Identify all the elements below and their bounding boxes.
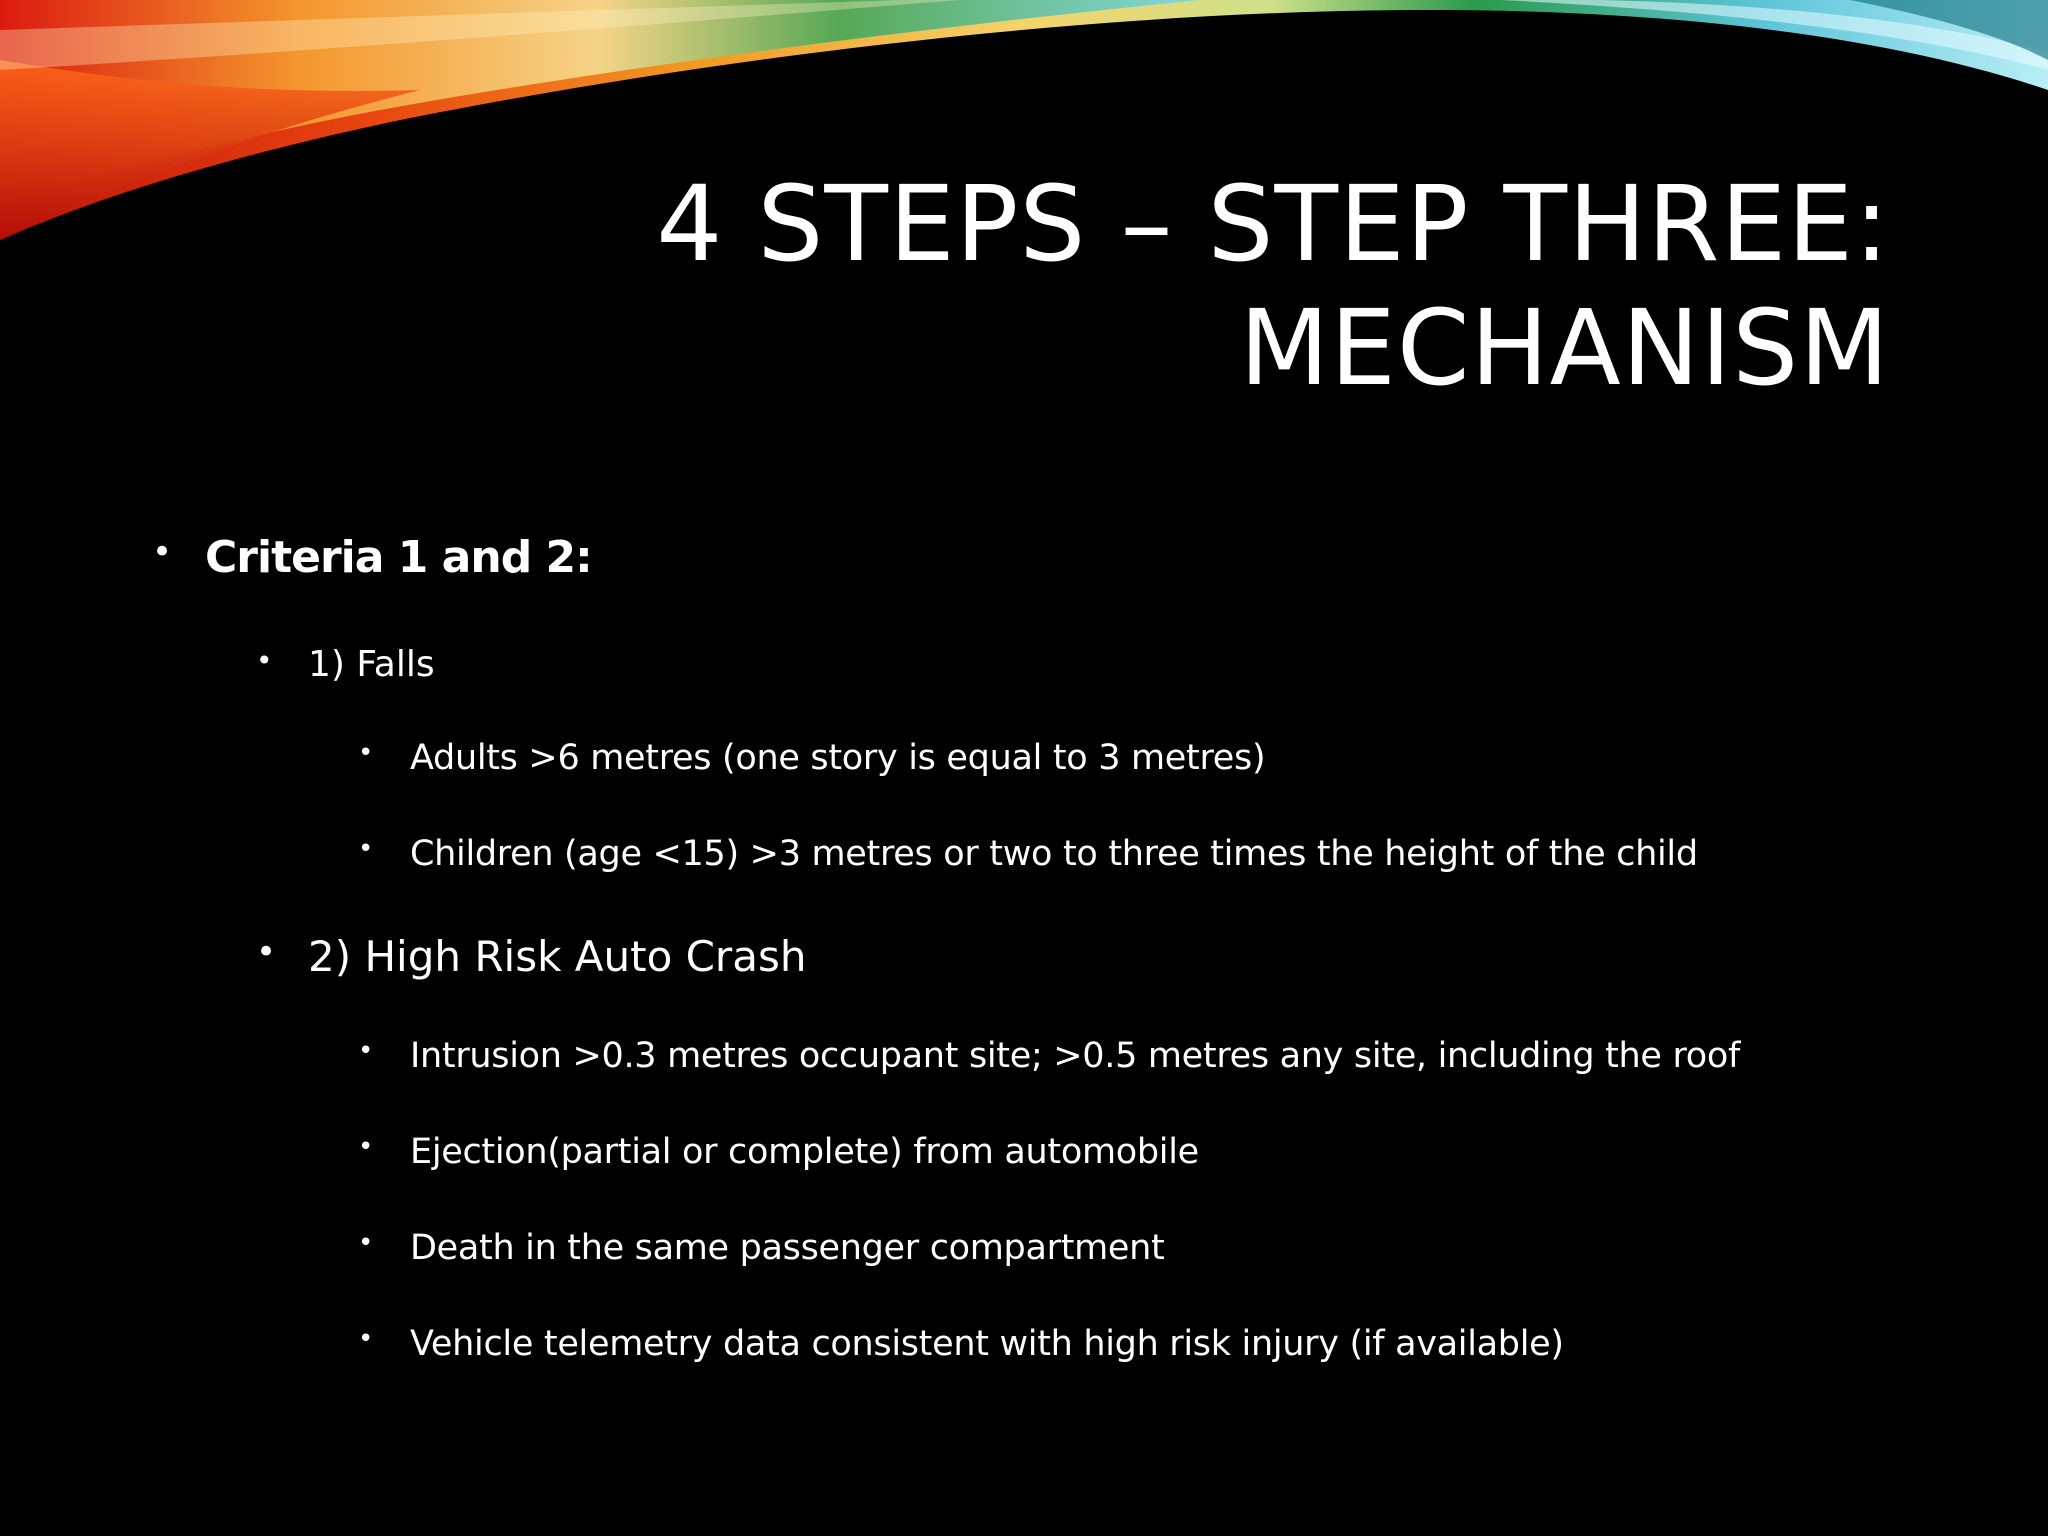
list-item-text: Adults >6 metres (one story is equal to 3 metres) <box>410 738 1266 778</box>
bullet-glyph: • <box>358 1324 374 1354</box>
list-item-text: Death in the same passenger compartment <box>410 1228 1165 1268</box>
bullet-glyph: • <box>358 738 374 768</box>
bullet-glyph: • <box>358 1228 374 1258</box>
bullet-glyph: • <box>358 1132 374 1162</box>
list-item-text: 2) High Risk Auto Crash <box>308 932 807 981</box>
list-item-text: Vehicle telemetry data consistent with high risk injury (if available) <box>410 1324 1564 1364</box>
slide-title-line-1: 4 STEPS – STEP THREE: <box>656 163 1890 285</box>
bullet-glyph: • <box>358 834 374 864</box>
bullet-glyph: • <box>358 1036 374 1066</box>
list-item-text: Intrusion >0.3 metres occupant site; >0.5 metres any site, including the roof <box>410 1036 1741 1076</box>
list-item-text: Ejection(partial or complete) from automobile <box>410 1132 1199 1172</box>
bullet-glyph: • <box>152 532 173 572</box>
list-item-text: Children (age <15) >3 metres or two to three times the height of the child <box>410 834 1698 874</box>
bullet-glyph: • <box>256 932 277 972</box>
bullet-glyph: • <box>256 644 273 677</box>
list-item-text: 1) Falls <box>308 644 435 685</box>
slide-title-line-2: MECHANISM <box>1239 287 1890 409</box>
list-item-text: Criteria 1 and 2: <box>205 532 592 583</box>
